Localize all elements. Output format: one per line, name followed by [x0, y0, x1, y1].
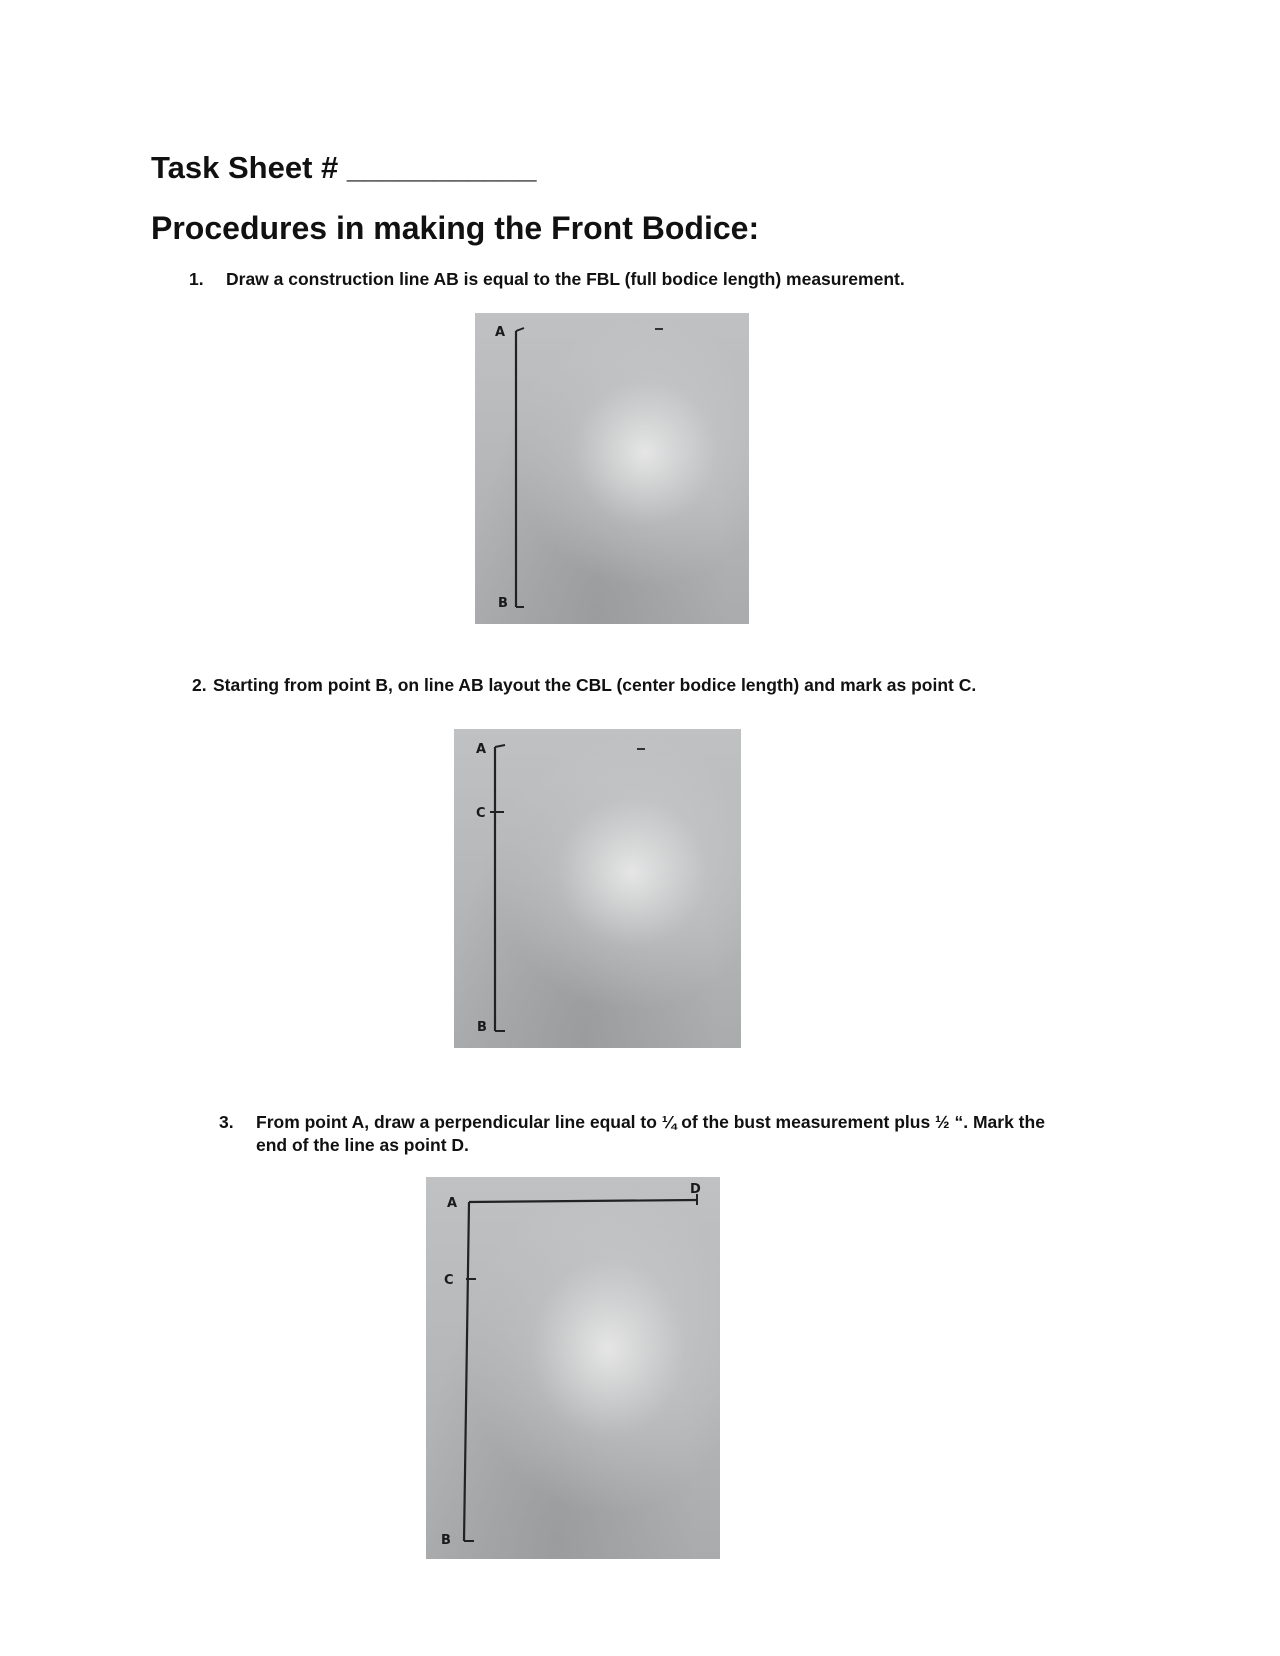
label-c: C [444, 1273, 454, 1288]
step-2-figure-photo [454, 729, 741, 1048]
tick-a [516, 328, 524, 331]
label-b: B [498, 596, 508, 611]
label-c: C [476, 806, 486, 821]
step-3-drawing [426, 1177, 720, 1559]
label-a: A [476, 742, 487, 757]
step-1-text: Draw a construction line AB is equal to the FBL (full bodice length) measurement. [226, 269, 905, 289]
label-a: A [495, 325, 506, 340]
step-3-number: 3. [219, 1112, 234, 1132]
label-d: D [690, 1182, 701, 1197]
step-2-text: Starting from point B, on line AB layout the CBL (center bodice length) and mark as point C. [213, 675, 977, 695]
step-1-drawing [475, 313, 749, 624]
tick-a [495, 745, 505, 747]
step-2-drawing [454, 729, 741, 1048]
step-1-figure-photo [475, 313, 749, 624]
line-ab [464, 1202, 469, 1541]
step-1 [189, 268, 1189, 292]
step-3-figure-photo [426, 1177, 720, 1559]
step-3-text-line-2: end of the line as point D. [256, 1135, 469, 1155]
label-a: A [447, 1196, 458, 1211]
page-title: Procedures in making the Front Bodice: [151, 210, 760, 246]
label-b: B [441, 1533, 451, 1548]
step-2-number: 2. [192, 675, 207, 695]
line-ad [469, 1200, 697, 1202]
step-3-text-line-1: From point A, draw a perpendicular line equal to ¼ of the bust measurement plus ½ “. Mark the [256, 1112, 1045, 1132]
step-3 [219, 1111, 1219, 1159]
step-1-number: 1. [189, 269, 204, 289]
label-b: B [477, 1020, 487, 1035]
task-sheet-heading: Task Sheet # ___________ [151, 150, 537, 185]
step-2 [192, 674, 1192, 698]
